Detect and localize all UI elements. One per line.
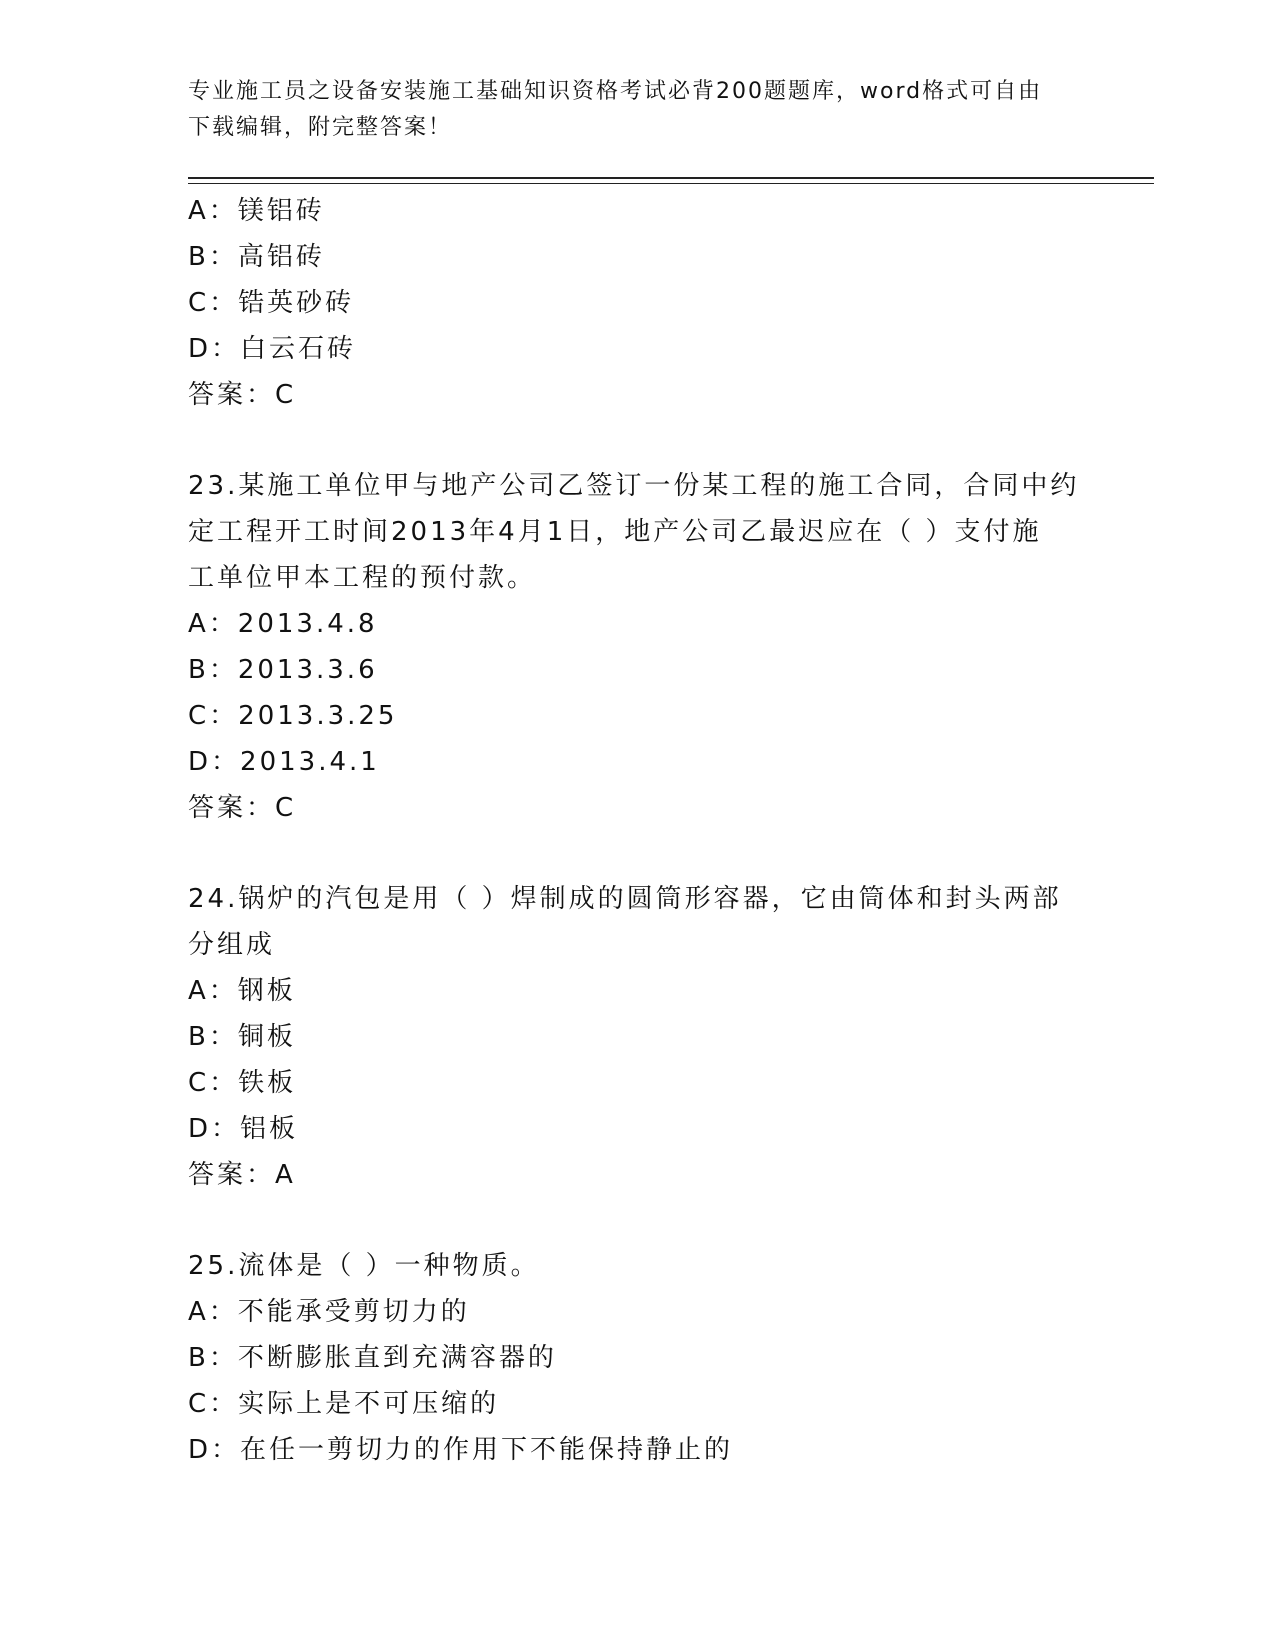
option-a: A：不能承受剪切力的: [188, 1297, 470, 1327]
header-rule-thick: [188, 177, 1154, 179]
spacer: [188, 1198, 1088, 1243]
option-a: A：钢板: [188, 976, 296, 1006]
option-d: D：铝板: [188, 1114, 299, 1144]
answer-line: 答案：A: [188, 1160, 296, 1190]
option-c: C：锆英砂砖: [188, 288, 355, 318]
option-c: C：铁板: [188, 1068, 297, 1098]
option-a: A：2013.4.8: [188, 609, 378, 639]
option-d: D：白云石砖: [188, 334, 357, 364]
question-block-23: [188, 463, 1088, 831]
option-b: B：高铝砖: [188, 242, 325, 272]
option-a: A：镁铝砖: [188, 196, 325, 226]
spacer: [188, 418, 1088, 463]
option-d: D：在任一剪切力的作用下不能保持静止的: [188, 1435, 734, 1465]
question-text-line: 25.流体是（ ）一种物质。: [188, 1251, 540, 1281]
option-c: C：实际上是不可压缩的: [188, 1389, 500, 1419]
answer-line: 答案：C: [188, 380, 297, 410]
document-header: [188, 74, 1068, 146]
option-b: B：铜板: [188, 1022, 296, 1052]
option-c: C：2013.3.25: [188, 701, 398, 731]
question-text-line: 定工程开工时间2013年4月1日，地产公司乙最迟应在（ ）支付施: [188, 517, 1042, 547]
question-block-24: [188, 876, 1088, 1198]
question-text-line: 24.锅炉的汽包是用（ ）焊制成的圆筒形容器，它由筒体和封头两部: [188, 884, 1062, 914]
header-line-2: 下载编辑，附完整答案！: [188, 115, 453, 140]
option-d: D：2013.4.1: [188, 747, 380, 777]
question-block-25: [188, 1243, 1088, 1473]
option-b: B：2013.3.6: [188, 655, 378, 685]
spacer: [188, 831, 1088, 876]
question-text-line: 工单位甲本工程的预付款。: [188, 563, 537, 593]
header-rule-thin: [188, 183, 1154, 184]
question-text-line: 23.某施工单位甲与地产公司乙签订一份某工程的施工合同，合同中约: [188, 471, 1080, 501]
question-text-line: 分组成: [188, 930, 276, 960]
option-b: B：不断膨胀直到充满容器的: [188, 1343, 557, 1373]
prev-question-block: [188, 188, 1088, 418]
question-content: [188, 188, 1088, 1473]
header-line-1: 专业施工员之设备安装施工基础知识资格考试必背200题题库，word格式可自由: [188, 79, 1043, 104]
answer-line: 答案：C: [188, 793, 297, 823]
